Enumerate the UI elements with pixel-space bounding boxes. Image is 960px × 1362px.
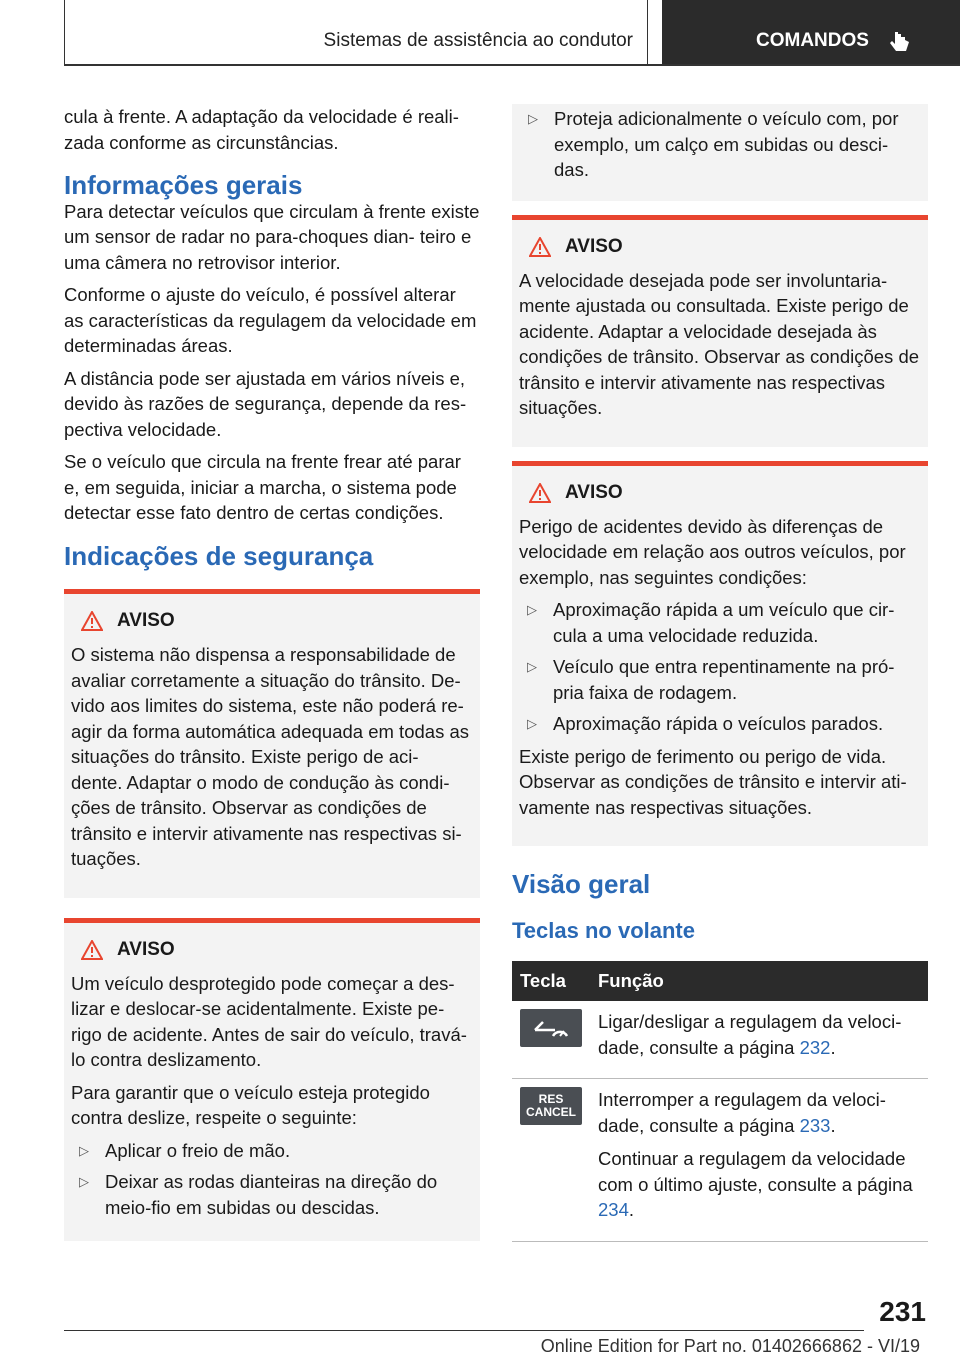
key-cell (512, 1079, 590, 1242)
heading-general-info: Informações gerais (64, 170, 303, 200)
header-tab-label: COMANDOS (756, 30, 869, 51)
warning-text: Perigo de acidentes devido às diferenças de velocidade em relação aos outros veículos, por exemplo, nas seguintes condições: (519, 515, 906, 588)
table-row (512, 1001, 928, 1079)
warning-box (64, 918, 480, 1242)
warning-box (512, 215, 928, 447)
paragraph: Para detectar veículos que circulam à frente existe um sensor de radar no para-choques dian- teiro e uma câmera no retrovisor interior. (64, 200, 480, 273)
warning-box (512, 461, 928, 847)
footer-edition: Online Edition for Part no. 01402666862 - VI/19 (540, 1336, 920, 1356)
keys-table (512, 961, 928, 1242)
warning-title: AVISO (71, 608, 473, 634)
warning-triangle-icon (529, 483, 551, 503)
paragraph: A distância pode ser ajustada em vários níveis e, devido às razões de segurança, depende da res- pectiva velocidade. (64, 367, 467, 440)
page-number: 231 (879, 1296, 926, 1327)
function-cell: Ligar/desligar a regulagem da veloci- dade, consulte a página 232. (590, 1001, 928, 1079)
footer-rule (64, 1330, 864, 1331)
triangle-bullet-icon: ▷ (79, 1174, 89, 1189)
warning-triangle-icon (81, 940, 103, 960)
warning-text: O sistema não dispensa a responsabilidade de avaliar corretamente a situação do trânsito. De- vido aos limites do sistema, este não poderá re- agir da forma automática adequada em todas as situações do trânsito. Existe perigo de aci- dente. Adaptar o modo de condução às condi- ções de trânsito. Observar as condições de trânsito e intervir ativamente nas respectivas si- tuações. (71, 644, 469, 869)
header-section-title: Sistemas de assistência ao condutor (64, 0, 648, 64)
list-item: ▷ Veículo que entra repentinamente na pró- pria faixa de rodagem. (519, 654, 921, 705)
triangle-bullet-icon: ▷ (527, 716, 537, 731)
list-item: ▷ Proteja adicionalmente o veículo com, por exemplo, um calço em subidas ou desci- das. (512, 106, 928, 183)
intro-paragraph: cula à frente. A adaptação da velocidade é reali- zada conforme as circunstâncias. (64, 106, 459, 153)
column-header-key: Tecla (512, 961, 590, 1001)
page-link[interactable]: 233 (799, 1114, 831, 1136)
triangle-bullet-icon: ▷ (528, 111, 538, 126)
warning-triangle-icon (81, 611, 103, 631)
column-header-function: Função (590, 961, 928, 1001)
triangle-bullet-icon: ▷ (527, 659, 537, 674)
header-rule (64, 64, 960, 66)
function-cell: Interromper a regulagem da veloci- dade, consulte a página 233. Continuar a regulagem da velocidade com o último ajuste, consulte a página 234. (590, 1079, 928, 1242)
warning-text: Um veículo desprotegido pode começar a des- lizar e deslocar-se acidentalmente. Existe pe- rigo de acidente. Antes de sair do veículo, travá-lo contra deslizamento. (71, 972, 467, 1070)
triangle-bullet-icon: ▷ (79, 1142, 89, 1158)
warning-text: A velocidade desejada pode ser involuntaria- mente ajustada ou consultada. Existe perigo de acidente. Adaptar a velocidade desejada às condições de trânsito. Observar as condições de trânsito e intervir ativamente nas respectivas situações. (519, 269, 920, 418)
page-link[interactable]: 234 (598, 1199, 629, 1220)
heading-overview: Visão geral (512, 869, 651, 899)
page-link[interactable]: 232 (799, 1036, 831, 1058)
continued-bullet-box (512, 104, 928, 201)
heading-safety: Indicações de segurança (64, 540, 374, 571)
header-tab[interactable] (662, 0, 960, 64)
left-column (64, 104, 480, 1241)
key-cell (512, 1001, 590, 1079)
paragraph: Conforme o ajuste do veículo, é possível alterar as características da regulagem da velocidade em determinadas áreas. (64, 284, 477, 356)
list-item: ▷ Deixar as rodas dianteiras na direção do meio-fio em subidas ou descidas. (71, 1169, 473, 1220)
table-row (512, 1079, 928, 1242)
warning-title: AVISO (519, 480, 921, 506)
bullet-list (71, 1138, 473, 1221)
cruise-control-key-icon (520, 1009, 582, 1047)
right-column (512, 104, 928, 1242)
warning-title: AVISO (519, 234, 921, 260)
hand-pointer-icon (889, 30, 911, 56)
warning-triangle-icon (529, 237, 551, 257)
list-item: ▷ Aproximação rápida a um veículo que cir- cula a uma velocidade reduzida. (519, 597, 921, 648)
list-item: ▷ Aplicar o freio de mão. (71, 1138, 473, 1164)
table-header-row (512, 961, 928, 1001)
heading-steering-keys: Teclas no volante (512, 917, 695, 943)
warning-box (64, 589, 480, 898)
res-cancel-key-icon: RES CANCEL (520, 1087, 582, 1125)
warning-title: AVISO (71, 937, 473, 963)
warning-text: Existe perigo de ferimento ou perigo de vida. Observar as condições de trânsito e intervir ati- vamente nas respectivas situações. (519, 745, 907, 818)
triangle-bullet-icon: ▷ (527, 602, 537, 617)
bullet-list (519, 597, 921, 737)
warning-text: Para garantir que o veículo esteja protegido contra deslize, respeite o seguinte: (71, 1081, 430, 1128)
paragraph: Se o veículo que circula na frente frear até parar e, em seguida, iniciar a marcha, o sistema pode detectar esse fato dentro de certas condições. (64, 451, 461, 523)
list-item: ▷ Aproximação rápida o veículos parados. (519, 711, 921, 737)
